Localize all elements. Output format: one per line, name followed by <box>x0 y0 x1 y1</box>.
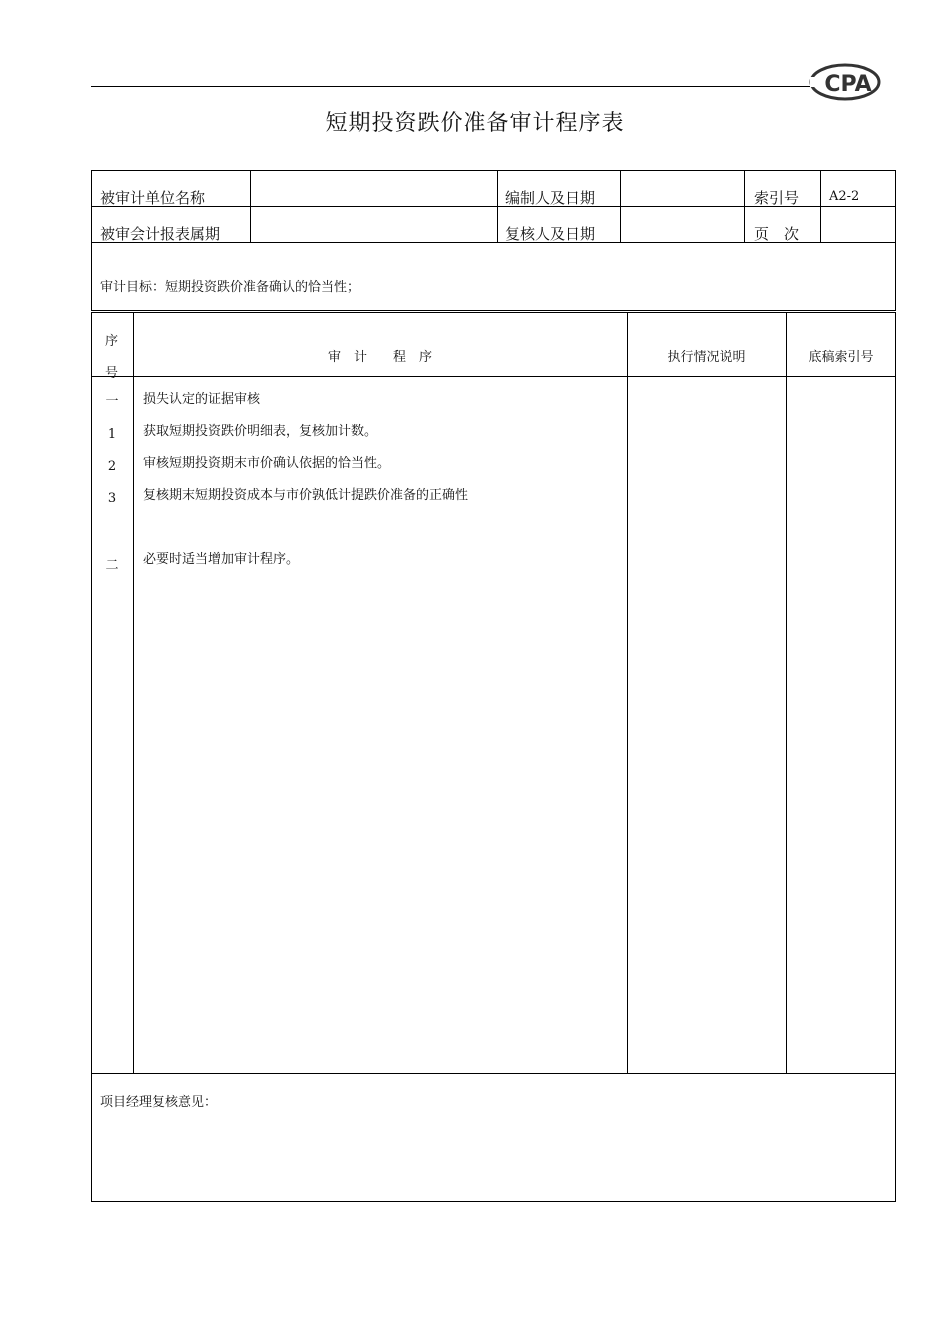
page-field[interactable] <box>828 223 888 241</box>
table-row-seq: 1 <box>107 427 117 442</box>
audited-unit-label: 被审计单位名称 <box>100 189 206 207</box>
table-row-text: 必要时适当增加审计程序。 <box>143 552 300 567</box>
table-row-text: 审核短期投资期末市价确认依据的恰当性。 <box>143 456 391 471</box>
table-row-seq: 2 <box>107 459 117 474</box>
index-value: A2-2 <box>829 189 860 204</box>
table-row-text: 获取短期投资跌价明细表，复核加计数。 <box>143 424 378 439</box>
table-row-text: 复核期末短期投资成本与市价孰低计提跌价准备的正确性 <box>143 488 469 503</box>
page-title: 短期投资跌价准备审计程序表 <box>325 111 625 136</box>
table-row-seq: 一 <box>105 394 119 409</box>
audited-unit-field[interactable] <box>258 187 488 205</box>
table-row-seq: 二 <box>105 558 119 573</box>
header-rule <box>91 86 816 87</box>
period-label: 被审会计报表属期 <box>100 225 221 243</box>
page-label: 页 次 <box>754 225 800 243</box>
col-procedure-header: 审 计 程 序 <box>327 350 432 365</box>
table-row-text: 损失认定的证据审核 <box>143 392 261 407</box>
index-label: 索引号 <box>754 189 800 207</box>
period-field[interactable] <box>258 223 488 241</box>
col-seq-header-top: 序 <box>105 334 119 349</box>
preparer-label: 编制人及日期 <box>505 189 596 207</box>
reviewer-field[interactable] <box>628 223 738 241</box>
audit-objective: 审计目标：短期投资跌价准备确认的恰当性； <box>100 280 361 295</box>
preparer-field[interactable] <box>628 187 738 205</box>
cpa-logo <box>808 60 886 104</box>
col-workpaper-header: 底稿索引号 <box>808 350 874 365</box>
review-label: 项目经理复核意见： <box>100 1095 218 1110</box>
reviewer-label: 复核人及日期 <box>505 225 596 243</box>
logo-text: CPA <box>824 72 872 97</box>
col-execution-header: 执行情况说明 <box>667 350 746 365</box>
table-row-seq: 3 <box>107 491 117 506</box>
col-seq-header-bottom: 号 <box>105 366 119 381</box>
